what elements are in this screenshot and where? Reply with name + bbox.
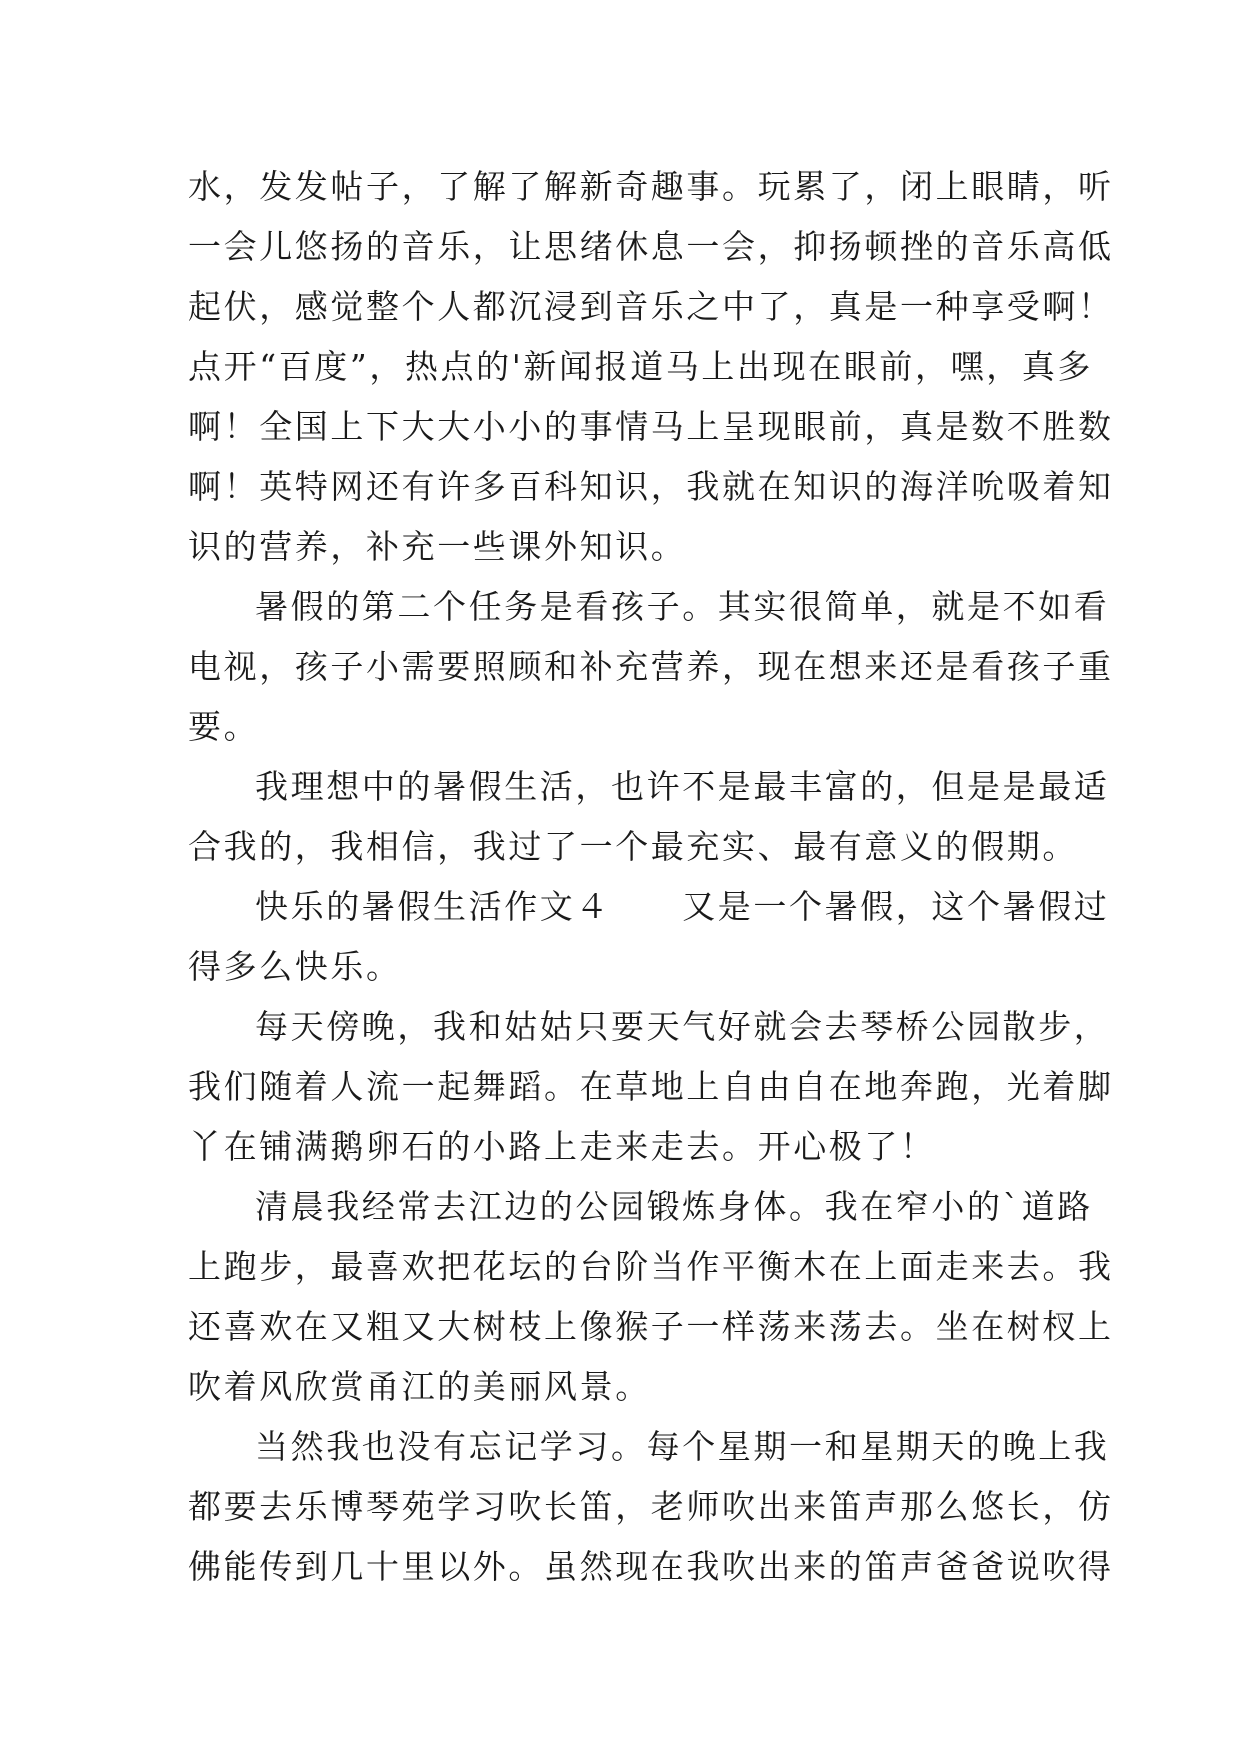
paragraph-first-line: 清晨我经常去江边的公园锻炼身体。我在窄小的`道路 bbox=[255, 1187, 1093, 1226]
paragraph-first-line: 我理想中的暑假生活，也许不是最丰富的，但是是最适 bbox=[255, 767, 1110, 806]
text-line: 起伏，感觉整个人都沉浸到音乐之中了，真是一种享受啊！ bbox=[188, 287, 1114, 326]
text-line: 识的营养，补充一些课外知识。 bbox=[188, 527, 687, 566]
paragraph-first-line: 暑假的第二个任务是看孩子。其实很简单，就是不如看 bbox=[255, 587, 1110, 626]
text-line: 水，发发帖子，了解了解新奇趣事。玩累了，闭上眼睛，听 bbox=[188, 167, 1114, 206]
text-line: 合我的，我相信，我过了一个最充实、最有意义的假期。 bbox=[188, 827, 1078, 866]
text-line: 啊！英特网还有许多百科知识，我就在知识的海洋吮吸着知 bbox=[188, 467, 1114, 506]
text-line: 上跑步，最喜欢把花坛的台阶当作平衡木在上面走来去。我 bbox=[188, 1247, 1114, 1286]
text-line: 吹着风欣赏甬江的美丽风景。 bbox=[188, 1367, 651, 1406]
text-line: 电视，孩子小需要照顾和补充营养，现在想来还是看孩子重 bbox=[188, 647, 1114, 686]
text-line: 要。 bbox=[188, 707, 260, 746]
section-heading-line: 快乐的暑假生活作文４ 又是一个暑假，这个暑假过 bbox=[255, 887, 1110, 926]
paragraph-first-line: 每天傍晚，我和姑姑只要天气好就会去琴桥公园散步， bbox=[255, 1007, 1110, 1046]
text-line: 还喜欢在又粗又大树枝上像猴子一样荡来荡去。坐在树杈上 bbox=[188, 1307, 1114, 1346]
text-line: 点开“百度”，热点的'新闻报道马上出现在眼前，嘿，真多 bbox=[188, 347, 1094, 386]
text-line: 丫在铺满鹅卵石的小路上走来走去。开心极了！ bbox=[188, 1127, 936, 1166]
text-line: 都要去乐博琴苑学习吹长笛，老师吹出来笛声那么悠长，仿 bbox=[188, 1487, 1114, 1526]
text-line: 佛能传到几十里以外。虽然现在我吹出来的笛声爸爸说吹得 bbox=[188, 1547, 1114, 1586]
text-line: 一会儿悠扬的音乐，让思绪休息一会，抑扬顿挫的音乐高低 bbox=[188, 227, 1114, 266]
text-line: 啊！全国上下大大小小的事情马上呈现眼前，真是数不胜数 bbox=[188, 407, 1114, 446]
paragraph-first-line: 当然我也没有忘记学习。每个星期一和星期天的晚上我 bbox=[255, 1427, 1110, 1466]
text-line: 我们随着人流一起舞蹈。在草地上自由自在地奔跑，光着脚 bbox=[188, 1067, 1114, 1106]
text-line: 得多么快乐。 bbox=[188, 947, 402, 986]
